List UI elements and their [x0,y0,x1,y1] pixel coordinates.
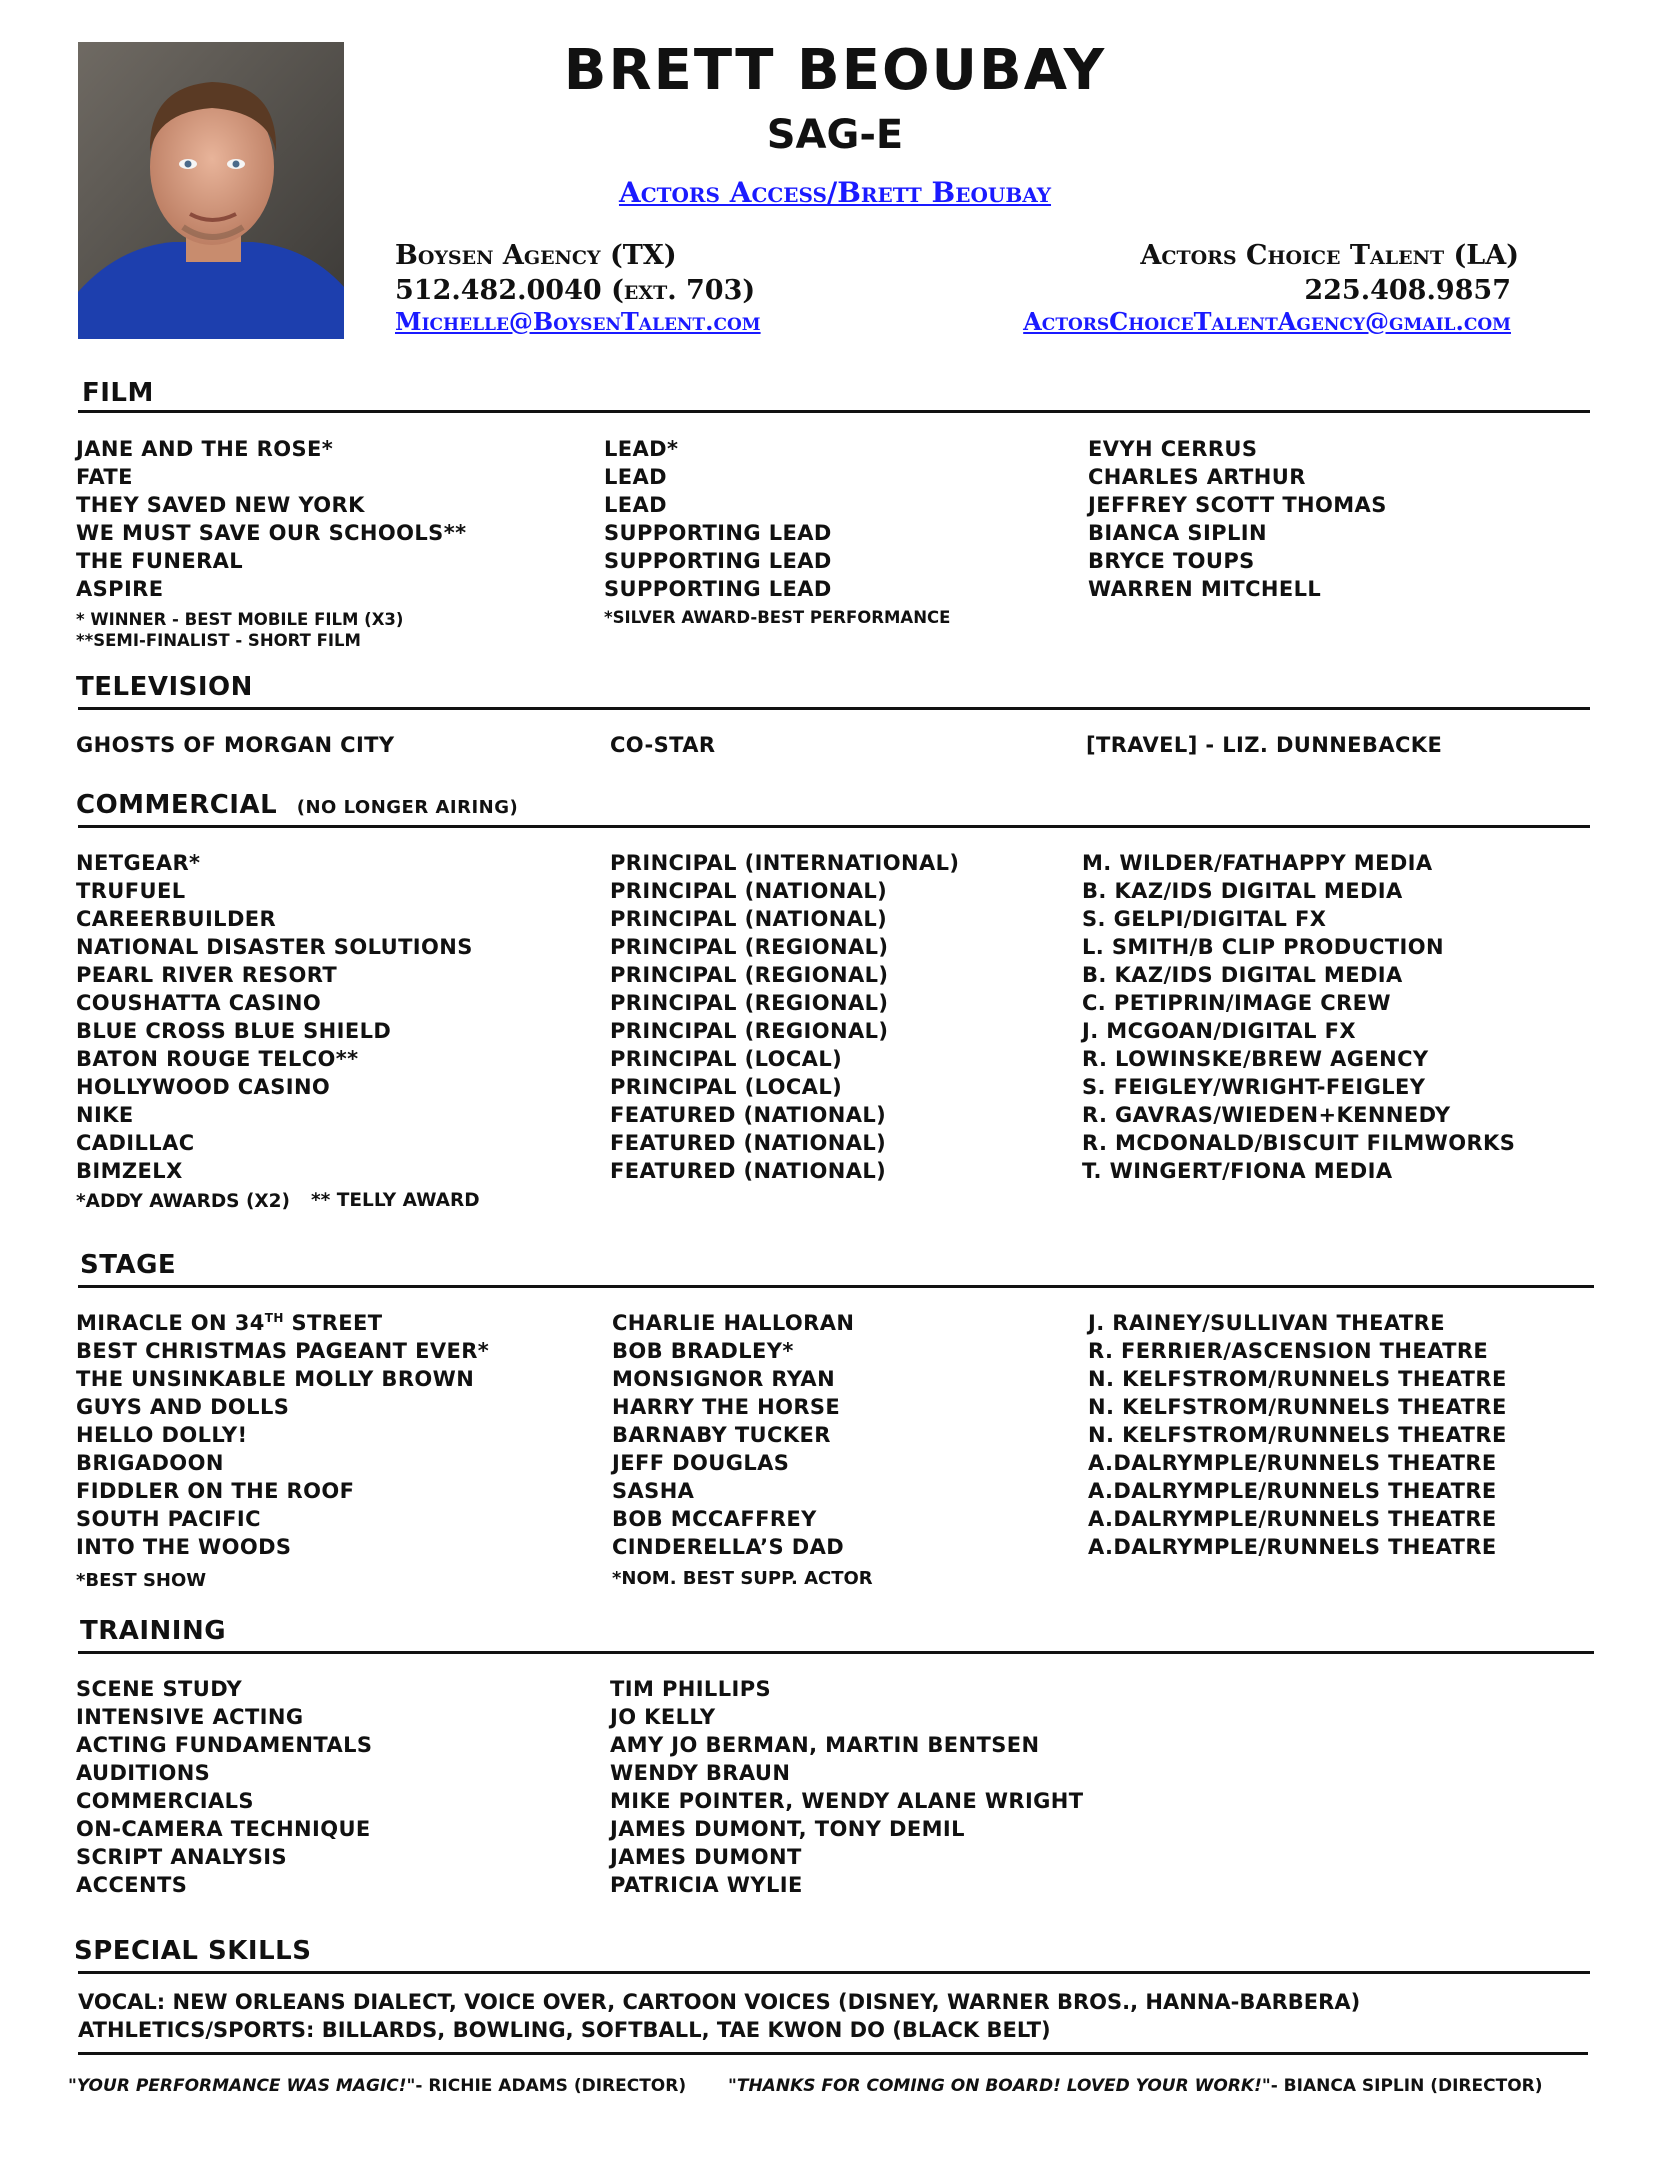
stage-row-1-col-2: R. FERRIER/ASCENSION THEATRE [1088,1339,1489,1363]
divider-special-skills [78,1971,1590,1974]
divider-commercial [78,825,1590,828]
agent-1-phone: 512.482.0040 (ext. 703) [395,275,756,306]
commercial-row-7-col-1: PRINCIPAL (LOCAL) [610,1047,843,1071]
stage-row-8-col-1: CINDERELLA’S DAD [612,1535,845,1559]
commercial-row-8-col-0: HOLLYWOOD CASINO [76,1075,331,1099]
stage-row-0-col-1: CHARLIE HALLORAN [612,1311,855,1335]
training-row-7-col-1: PATRICIA WYLIE [610,1873,803,1897]
commercial-row-2-col-0: CAREERBUILDER [76,907,277,931]
training-row-3-col-0: AUDITIONS [76,1761,211,1785]
commercial-row-0-col-0: NETGEAR* [76,851,201,875]
film-row-0-col-2: EVYH CERRUS [1088,437,1258,461]
divider-television [78,707,1590,710]
training-row-1-col-1: JO KELLY [610,1705,716,1729]
commercial-row-4-col-0: PEARL RIVER RESORT [76,963,338,987]
film-note-1: * WINNER - BEST MOBILE FILM (X3) [76,610,404,629]
quote-1 [68,2076,686,2096]
skills-athletics: ATHLETICS/SPORTS: BILLARDS, BOWLING, SOFTBALL, TAE KWON DO (BLACK BELT) [78,2018,1051,2042]
quote-1-text: "YOUR PERFORMANCE WAS MAGIC!" [68,2076,416,2096]
commercial-row-9-col-2: R. GAVRAS/WIEDEN+KENNEDY [1082,1103,1451,1127]
training-row-3-col-1: WENDY BRAUN [610,1761,791,1785]
training-row-6-col-1: JAMES DUMONT [610,1845,802,1869]
stage-row-6-col-2: A.DALRYMPLE/RUNNELS THEATRE [1088,1479,1497,1503]
film-row-1-col-0: FATE [76,465,133,489]
tv-row-0-col-0: GHOSTS OF MORGAN CITY [76,733,395,757]
film-row-2-col-0: THEY SAVED NEW YORK [76,493,365,517]
stage-row-5-col-1: JEFF DOUGLAS [612,1451,790,1475]
training-row-2-col-0: ACTING FUNDAMENTALS [76,1733,373,1757]
commercial-subtitle: (NO LONGER AIRING) [296,797,519,818]
commercial-row-11-col-1: FEATURED (NATIONAL) [610,1159,887,1183]
quote-1-source: - RICHIE ADAMS (DIRECTOR) [415,2076,687,2096]
training-row-2-col-1: AMY JO BERMAN, MARTIN BENTSEN [610,1733,1040,1757]
divider-training [78,1651,1594,1654]
stage-row-2-col-1: MONSIGNOR RYAN [612,1367,836,1391]
quote-2-text: "THANKS FOR COMING ON BOARD! LOVED YOUR WORK!" [728,2076,1271,2096]
stage-row-4-col-1: BARNABY TUCKER [612,1423,831,1447]
quote-2 [728,2076,1543,2096]
training-row-4-col-1: MIKE POINTER, WENDY ALANE WRIGHT [610,1789,1084,1813]
film-row-0-col-0: JANE AND THE ROSE* [76,437,334,461]
commercial-row-7-col-0: BATON ROUGE TELCO** [76,1047,359,1071]
agent-2-agency: Actors Choice Talent (LA) [1140,240,1519,271]
commercial-row-11-col-0: BIMZELX [76,1159,183,1183]
stage-row-2-col-2: N. KELFSTROM/RUNNELS THEATRE [1088,1367,1507,1391]
section-title-stage: STAGE [80,1250,177,1280]
stage-row-8-col-0: INTO THE WOODS [76,1535,292,1559]
commercial-row-3-col-2: L. SMITH/B CLIP PRODUCTION [1082,935,1444,959]
commercial-note-1: *ADDY AWARDS (X2) [76,1191,290,1212]
skills-vocal: VOCAL: NEW ORLEANS DIALECT, VOICE OVER, CARTOON VOICES (DISNEY, WARNER BROS., HANNA-BARBERA) [78,1990,1361,2014]
film-row-0-col-1: LEAD* [604,437,679,461]
commercial-row-2-col-1: PRINCIPAL (NATIONAL) [610,907,888,931]
commercial-row-5-col-0: COUSHATTA CASINO [76,991,322,1015]
agent-1-email-link[interactable]: Michelle@BoysenTalent.com [395,307,761,336]
quote-2-source: - BIANCA SIPLIN (DIRECTOR) [1270,2076,1543,2096]
film-row-4-col-2: BRYCE TOUPS [1088,549,1255,573]
commercial-row-10-col-0: CADILLAC [76,1131,195,1155]
agent-1-agency: Boysen Agency (TX) [395,240,677,271]
training-row-0-col-0: SCENE STUDY [76,1677,243,1701]
agent-2-email-link[interactable]: ActorsChoiceTalentAgency@gmail.com [1023,307,1511,336]
commercial-row-9-col-0: NIKE [76,1103,134,1127]
actors-access-link[interactable]: Actors Access/Brett Beoubay [618,176,1052,209]
stage-row-0-col-0: MIRACLE ON 34TH STREET [76,1311,383,1335]
stage-row-7-col-0: SOUTH PACIFIC [76,1507,261,1531]
stage-note-2: *NOM. BEST SUPP. ACTOR [612,1568,873,1589]
commercial-row-5-col-2: C. PETIPRIN/IMAGE CREW [1082,991,1391,1015]
section-title-special-skills: SPECIAL SKILLS [74,1936,312,1966]
film-row-3-col-1: SUPPORTING LEAD [604,521,832,545]
commercial-row-1-col-0: TRUFUEL [76,879,186,903]
commercial-row-1-col-2: B. KAZ/IDS DIGITAL MEDIA [1082,879,1403,903]
stage-row-7-col-1: BOB MCCAFFREY [612,1507,817,1531]
training-row-7-col-0: ACCENTS [76,1873,188,1897]
stage-row-5-col-0: BRIGADOON [76,1451,224,1475]
stage-row-3-col-2: N. KELFSTROM/RUNNELS THEATRE [1088,1395,1507,1419]
film-row-2-col-1: LEAD [604,493,668,517]
film-note-3: *SILVER AWARD-BEST PERFORMANCE [604,608,951,627]
divider-film [78,410,1590,413]
stage-row-1-col-0: BEST CHRISTMAS PAGEANT EVER* [76,1339,490,1363]
film-row-5-col-1: SUPPORTING LEAD [604,577,832,601]
commercial-row-6-col-1: PRINCIPAL (REGIONAL) [610,1019,889,1043]
film-row-5-col-0: ASPIRE [76,577,164,601]
film-row-5-col-2: WARREN MITCHELL [1088,577,1322,601]
training-row-6-col-0: SCRIPT ANALYSIS [76,1845,288,1869]
commercial-row-0-col-1: PRINCIPAL (INTERNATIONAL) [610,851,960,875]
training-row-5-col-1: JAMES DUMONT, TONY DEMIL [610,1817,965,1841]
stage-note-1: *BEST SHOW [76,1570,207,1591]
stage-row-6-col-1: SASHA [612,1479,695,1503]
commercial-row-10-col-2: R. MCDONALD/BISCUIT FILMWORKS [1082,1131,1516,1155]
section-title-training: TRAINING [80,1616,227,1646]
commercial-row-4-col-1: PRINCIPAL (REGIONAL) [610,963,889,987]
film-row-4-col-1: SUPPORTING LEAD [604,549,832,573]
commercial-row-5-col-1: PRINCIPAL (REGIONAL) [610,991,889,1015]
film-note-2: **SEMI-FINALIST - SHORT FILM [76,631,361,650]
stage-row-4-col-0: HELLO DOLLY! [76,1423,248,1447]
film-row-1-col-1: LEAD [604,465,668,489]
commercial-row-7-col-2: R. LOWINSKE/BREW AGENCY [1082,1047,1429,1071]
film-row-3-col-2: BIANCA SIPLIN [1088,521,1267,545]
film-row-2-col-2: JEFFREY SCOTT THOMAS [1088,493,1387,517]
commercial-row-9-col-1: FEATURED (NATIONAL) [610,1103,887,1127]
stage-row-6-col-0: FIDDLER ON THE ROOF [76,1479,355,1503]
stage-row-1-col-1: BOB BRADLEY* [612,1339,794,1363]
training-row-5-col-0: ON-CAMERA TECHNIQUE [76,1817,371,1841]
commercial-row-3-col-0: NATIONAL DISASTER SOLUTIONS [76,935,473,959]
divider-stage [78,1285,1594,1288]
commercial-row-10-col-1: FEATURED (NATIONAL) [610,1131,887,1155]
commercial-row-8-col-1: PRINCIPAL (LOCAL) [610,1075,843,1099]
stage-row-4-col-2: N. KELFSTROM/RUNNELS THEATRE [1088,1423,1507,1447]
union-status: SAG-E [766,112,904,158]
commercial-row-11-col-2: T. WINGERT/FIONA MEDIA [1082,1159,1393,1183]
section-title-commercial [76,790,518,820]
commercial-note-2: ** TELLY AWARD [311,1190,480,1211]
commercial-title: COMMERCIAL [76,790,278,820]
divider-quotes [78,2052,1588,2055]
stage-row-3-col-1: HARRY THE HORSE [612,1395,841,1419]
training-row-4-col-0: COMMERCIALS [76,1789,254,1813]
film-row-3-col-0: WE MUST SAVE OUR SCHOOLS** [76,521,467,545]
commercial-row-8-col-2: S. FEIGLEY/WRIGHT-FEIGLEY [1082,1075,1426,1099]
stage-row-0-col-2: J. RAINEY/SULLIVAN THEATRE [1088,1311,1445,1335]
stage-row-2-col-0: THE UNSINKABLE MOLLY BROWN [76,1367,475,1391]
film-row-4-col-0: THE FUNERAL [76,549,244,573]
commercial-row-6-col-0: BLUE CROSS BLUE SHIELD [76,1019,392,1043]
section-title-film: FILM [82,378,154,408]
stage-row-5-col-2: A.DALRYMPLE/RUNNELS THEATRE [1088,1451,1497,1475]
stage-row-3-col-0: GUYS AND DOLLS [76,1395,290,1419]
commercial-row-1-col-1: PRINCIPAL (NATIONAL) [610,879,888,903]
tv-row-0-col-2: [TRAVEL] - LIZ. DUNNEBACKE [1086,733,1443,757]
commercial-row-0-col-2: M. WILDER/FATHAPPY MEDIA [1082,851,1433,875]
stage-row-7-col-2: A.DALRYMPLE/RUNNELS THEATRE [1088,1507,1497,1531]
film-row-1-col-2: CHARLES ARTHUR [1088,465,1306,489]
stage-row-8-col-2: A.DALRYMPLE/RUNNELS THEATRE [1088,1535,1497,1559]
actor-name: BRETT BEOUBAY [563,38,1107,103]
agent-2-phone: 225.408.9857 [1304,275,1511,306]
commercial-row-6-col-2: J. MCGOAN/DIGITAL FX [1082,1019,1356,1043]
commercial-row-3-col-1: PRINCIPAL (REGIONAL) [610,935,889,959]
training-row-1-col-0: INTENSIVE ACTING [76,1705,304,1729]
training-row-0-col-1: TIM PHILLIPS [610,1677,772,1701]
tv-row-0-col-1: CO-STAR [610,733,716,757]
section-title-television: TELEVISION [76,672,253,702]
commercial-row-2-col-2: S. GELPI/DIGITAL FX [1082,907,1327,931]
commercial-row-4-col-2: B. KAZ/IDS DIGITAL MEDIA [1082,963,1403,987]
